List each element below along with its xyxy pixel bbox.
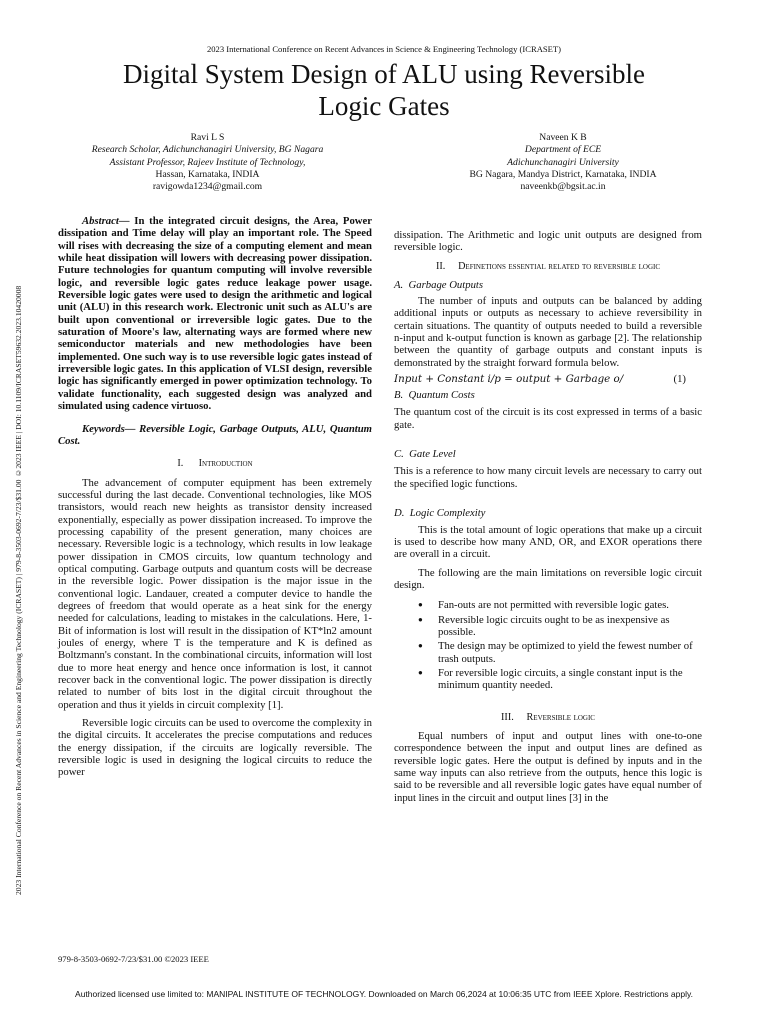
subsection-title: Logic Complexity bbox=[409, 507, 486, 520]
section-heading-definitions bbox=[394, 260, 702, 273]
author-affiliation: Assistant Professor, Rajeev Institute of Technology, bbox=[109, 156, 306, 168]
garbage-outputs-text: The number of inputs and outputs can be balanced by adding additional inputs or outputs as necessary to achieve reversibility in certain situations. The quantity of outputs needed to build a reversible n-input and k-output function is known as garbage [2]. The relationship between the quantity of garbage outputs and constant inputs is demonstrated by the straight forward formula below. bbox=[394, 295, 702, 369]
author-affiliation: Adichunchanagiri University bbox=[507, 156, 619, 168]
author-address: Hassan, Karnataka, INDIA bbox=[155, 168, 260, 180]
keywords bbox=[58, 423, 372, 448]
author-block-1 bbox=[40, 132, 375, 193]
continued-paragraph: dissipation. The Arithmetic and logic unit outputs are designed from reversible logic. bbox=[394, 229, 702, 254]
quantum-costs-text: The quantum cost of the circuit is its cost expressed in terms of a basic gate. bbox=[394, 406, 702, 431]
author-name: Ravi L S bbox=[190, 132, 225, 143]
author-email[interactable]: ravigowda1234@gmail.com bbox=[152, 181, 263, 193]
title-line-2: Logic Gates bbox=[318, 91, 450, 121]
equation-text: Input + Constant i/p = output + Garbage o/ bbox=[394, 373, 624, 386]
paper-title bbox=[40, 58, 728, 122]
subsection-heading-garbage-outputs bbox=[394, 279, 702, 291]
section-title: Definetions essential related to reversible logic bbox=[458, 260, 661, 272]
author-address: BG Nagara, Mandya District, Karnataka, INDIA bbox=[469, 168, 657, 180]
section-number: III. bbox=[501, 711, 514, 723]
list-item: ● The design may be optimized to yield the fewest number of trash outputs. bbox=[394, 640, 702, 665]
left-column bbox=[58, 215, 372, 779]
gate-level-text: This is a reference to how many circuit levels are necessary to carry out the specified logic functions. bbox=[394, 465, 702, 490]
author-block-2 bbox=[393, 132, 733, 193]
conference-header: 2023 International Conference on Recent Advances in Science & Engineering Technology (ICRASET) bbox=[206, 44, 562, 54]
intro-paragraph-2: Reversible logic circuits can be used to overcome the complexity in the digital circuits. It accelerates the precise computations and reduces the energy dissipation, if the circuits are logically reversible. The reversible logic is used in designing the logical circuits to reduce the power bbox=[58, 717, 372, 779]
copyright-footer: 979-8-3503-0692-7/23/$31.00 ©2023 IEEE bbox=[58, 954, 209, 964]
subsection-title: Quantum Costs bbox=[408, 389, 475, 402]
section-title: Introduction bbox=[198, 458, 253, 470]
section-heading-introduction bbox=[58, 458, 372, 470]
subsection-heading-gate-level bbox=[394, 448, 702, 460]
list-item: ● For reversible logic circuits, a single constant input is the minimum quantity needed. bbox=[394, 667, 702, 692]
subsection-label: A. bbox=[394, 278, 404, 291]
author-affiliation: Research Scholar, Adichunchanagiri University, BG Nagara bbox=[91, 144, 324, 156]
equation-1 bbox=[394, 373, 702, 387]
list-item: ● Fan-outs are not permitted with reversible logic gates. bbox=[394, 599, 702, 611]
sidebar-doi-text: 2023 International Conference on Recent Advances in Science and Engineering Technology (ICRASET) | 979-8-3503-0692-7/23/$31.00 ©2023 IEEE | DOI: 10.1109/ICRASET59632.2023.10420008 bbox=[14, 285, 23, 895]
author-email[interactable]: naveenkb@bgsit.ac.in bbox=[520, 181, 606, 193]
logic-complexity-text: This is the total amount of logic operations that make up a circuit is used to describe how many AND, OR, and EXOR operations there are overall in a circuit. bbox=[394, 523, 702, 561]
section-heading-reversible-logic bbox=[394, 712, 702, 724]
reversible-logic-text: Equal numbers of input and output lines with one-to-one correspondence between the input and output lines are defined as reversible logic gates. Here the output is defined by inputs and in the same way inputs can also retrieve from the outputs, hence this logic is said to be reversible and all reversible logic gates have equal number of input lines in the circuit and output lines [3] in the bbox=[394, 729, 702, 804]
subsection-label: C. bbox=[394, 448, 404, 461]
abstract-text: In the integrated circuit designs, the Area, Power dissipation and Time delay will play an important role. The Speed will rises with decreasing the size of a computing element and mean while heat dissipation will lowers with decreasing power dissipation. Future technologies for quantum computing will involve reversible logic, and reversible logic gates reduce leakage power usage. Reversible logic gates were used to design the arithmetic and logical unit (ALU) in this research work. Electronic unit such as ALU's are built upon conventional or irreversible logic gates. Due to the saturation of Moore's law, alternating ways are formed where new semiconductor materials and new methodologies have been implemented. One such way is to use reversible logic gates instead of irreversible logic gates. In this application of VLSI design, reversible logic has significantly emerged in power optimization technology. To validate functionality, each suggested design was analyzed and simulated using cadence virtuoso. bbox=[58, 215, 373, 413]
subsection-title: Garbage Outputs bbox=[408, 278, 484, 291]
section-number: II. bbox=[435, 260, 446, 272]
equation-number: (1) bbox=[673, 373, 686, 386]
title-line-1: Digital System Design of ALU using Reversible bbox=[123, 59, 645, 89]
subsection-heading-quantum-costs bbox=[394, 389, 702, 401]
list-item: ● Reversible logic circuits ought to be as inexpensive as possible. bbox=[394, 614, 702, 639]
keywords-text: Reversible Logic, Garbage Outputs, ALU, Quantum Cost. bbox=[58, 422, 372, 447]
subsection-label: B. bbox=[394, 389, 404, 402]
subsection-label: D. bbox=[394, 507, 405, 520]
license-notice: Authorized licensed use limited to: MANIPAL INSTITUTE OF TECHNOLOGY. Downloaded on March 06,2024 at 10:06:35 UTC from IEEE Xplore. Restrictions apply. bbox=[75, 989, 693, 999]
intro-paragraph-1: The advancement of computer equipment has been extremely successful during the last decade. Conventional technologies, like MOS transistors, would reach new heights as transistor density increased exponentially, especially as power dissipation increased. To improve the processing capability of the present generation, many choices are necessary. Reversible logic is a technology, which results in low leakage power dissipation in CMOS circuits, low quantum technology and optical computing. Garbage outputs and quantum costs will be decrease in the reversible logic. Power dissipation is the major issue in the conventional logic. Landauer, created a computer device to handle the degrees of freedom that would operate as a heat sink for the energy needed for calculations, leading to mistakes in the calculations. Here, 1-Bit of information is lost will result in the dissipation of KT*ln2 amount joules of energy, where T is the temperature and K is defined as Boltzmann's constant. In the combinational circuits, information will lost due to more heat energy and hence once information is lost, it cannot recover back in the conventional logic. The power dissipation is directly related to number of bits lost in the digital circuit throughout the operation and thus it yields in circuit complexity [1]. bbox=[58, 476, 372, 711]
subsection-heading-logic-complexity bbox=[394, 507, 702, 519]
limitations-intro: The following are the main limitations on reversible logic circuit design. bbox=[394, 566, 702, 591]
abstract-label: Abstract— bbox=[82, 215, 130, 227]
subsection-title: Gate Level bbox=[409, 448, 456, 461]
keywords-label: Keywords— bbox=[82, 422, 136, 435]
abstract bbox=[58, 215, 372, 413]
right-column bbox=[394, 229, 702, 804]
section-title: Reversible logic bbox=[526, 711, 595, 723]
author-name: Naveen K B bbox=[539, 132, 587, 143]
author-affiliation: Department of ECE bbox=[524, 144, 602, 156]
limitations-list bbox=[394, 599, 702, 691]
section-number: I. bbox=[177, 458, 184, 470]
